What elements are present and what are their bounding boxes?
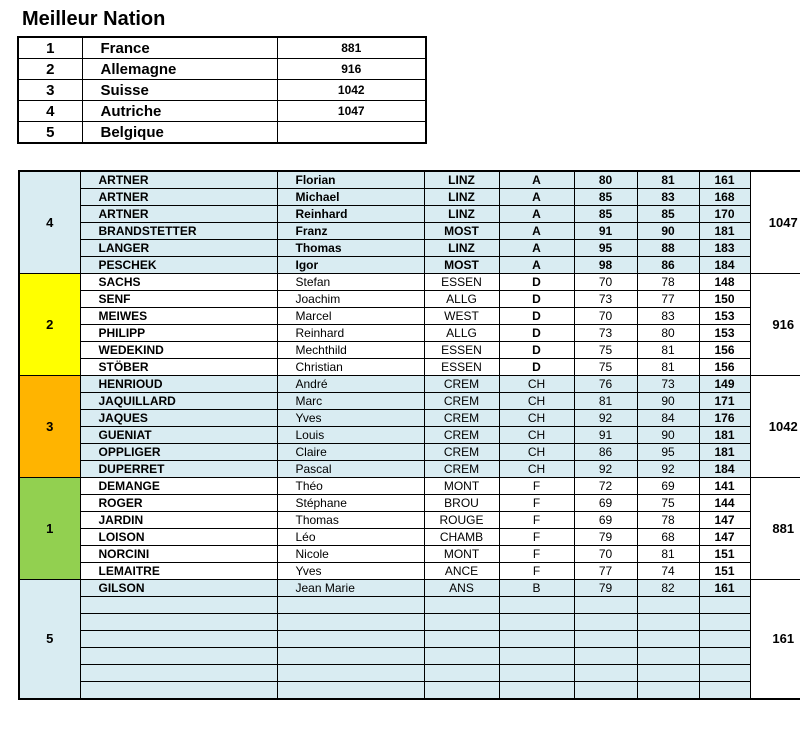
- player-club: [424, 614, 499, 631]
- player-club: [424, 648, 499, 665]
- player-lastname: LANGER: [80, 240, 277, 257]
- round1-score: 75: [574, 342, 637, 359]
- ranking-score: 916: [277, 59, 426, 80]
- round2-score: 86: [637, 257, 699, 274]
- player-firstname: [277, 682, 424, 700]
- group-rank-cell: 1: [19, 478, 80, 580]
- round2-score: 81: [637, 171, 699, 189]
- round1-score: 91: [574, 427, 637, 444]
- group-total-cell: 1047: [750, 171, 800, 274]
- round1-score: [574, 648, 637, 665]
- table-row: [19, 342, 800, 359]
- round1-score: 91: [574, 223, 637, 240]
- round2-score: 81: [637, 546, 699, 563]
- round2-score: 82: [637, 580, 699, 597]
- player-country: CH: [499, 427, 574, 444]
- round2-score: [637, 682, 699, 700]
- player-country: D: [499, 291, 574, 308]
- round1-score: 72: [574, 478, 637, 495]
- player-club: [424, 665, 499, 682]
- total-score: [699, 597, 750, 614]
- player-lastname: [80, 682, 277, 700]
- player-lastname: [80, 631, 277, 648]
- table-row: [19, 376, 800, 393]
- total-score: 153: [699, 308, 750, 325]
- player-club: MONT: [424, 546, 499, 563]
- player-club: [424, 597, 499, 614]
- table-row: [19, 223, 800, 240]
- round1-score: 77: [574, 563, 637, 580]
- ranking-nation: France: [82, 37, 277, 59]
- player-firstname: Reinhard: [277, 206, 424, 223]
- total-score: 171: [699, 393, 750, 410]
- player-country: [499, 597, 574, 614]
- total-score: 156: [699, 359, 750, 376]
- player-firstname: Nicole: [277, 546, 424, 563]
- player-lastname: PESCHEK: [80, 257, 277, 274]
- round2-score: 84: [637, 410, 699, 427]
- group-rank-cell: 3: [19, 376, 80, 478]
- player-club: ROUGE: [424, 512, 499, 529]
- player-firstname: [277, 631, 424, 648]
- round2-score: 92: [637, 461, 699, 478]
- total-score: 149: [699, 376, 750, 393]
- player-lastname: ARTNER: [80, 171, 277, 189]
- total-score: [699, 665, 750, 682]
- player-club: LINZ: [424, 240, 499, 257]
- table-row: [19, 478, 800, 495]
- player-country: A: [499, 240, 574, 257]
- round2-score: 83: [637, 189, 699, 206]
- ranking-rank: 4: [18, 101, 82, 122]
- player-club: MONT: [424, 478, 499, 495]
- round2-score: 83: [637, 308, 699, 325]
- table-row: [19, 682, 800, 700]
- player-firstname: Louis: [277, 427, 424, 444]
- round2-score: 69: [637, 478, 699, 495]
- round1-score: 92: [574, 410, 637, 427]
- player-firstname: [277, 597, 424, 614]
- group-total-cell: 1042: [750, 376, 800, 478]
- table-row: [19, 257, 800, 274]
- total-score: 181: [699, 223, 750, 240]
- player-lastname: DEMANGE: [80, 478, 277, 495]
- player-country: D: [499, 308, 574, 325]
- player-club: ALLG: [424, 291, 499, 308]
- player-lastname: MEIWES: [80, 308, 277, 325]
- player-club: [424, 682, 499, 700]
- ranking-rank: 5: [18, 122, 82, 144]
- round2-score: [637, 597, 699, 614]
- player-lastname: JAQUES: [80, 410, 277, 427]
- round2-score: 85: [637, 206, 699, 223]
- table-row: [19, 495, 800, 512]
- player-club: CREM: [424, 376, 499, 393]
- table-row: [19, 444, 800, 461]
- player-club: CREM: [424, 427, 499, 444]
- table-row: [19, 325, 800, 342]
- player-country: A: [499, 171, 574, 189]
- player-lastname: SACHS: [80, 274, 277, 291]
- total-score: 153: [699, 325, 750, 342]
- player-lastname: SENF: [80, 291, 277, 308]
- total-score: 147: [699, 512, 750, 529]
- ranking-row: [18, 80, 426, 101]
- round1-score: 98: [574, 257, 637, 274]
- table-row: [19, 665, 800, 682]
- ranking-nation: Autriche: [82, 101, 277, 122]
- player-country: D: [499, 342, 574, 359]
- ranking-nation: Belgique: [82, 122, 277, 144]
- player-country: F: [499, 495, 574, 512]
- total-score: 151: [699, 563, 750, 580]
- player-club: MOST: [424, 257, 499, 274]
- table-row: [19, 189, 800, 206]
- total-score: 176: [699, 410, 750, 427]
- table-row: [19, 410, 800, 427]
- player-country: F: [499, 563, 574, 580]
- nation-ranking-table: [17, 36, 427, 144]
- ranking-nation: Suisse: [82, 80, 277, 101]
- player-firstname: Jean Marie: [277, 580, 424, 597]
- player-country: D: [499, 274, 574, 291]
- player-firstname: Joachim: [277, 291, 424, 308]
- ranking-score: [277, 122, 426, 144]
- group-total-cell: 881: [750, 478, 800, 580]
- table-row: [19, 240, 800, 257]
- player-club: CREM: [424, 410, 499, 427]
- player-country: D: [499, 359, 574, 376]
- player-country: F: [499, 546, 574, 563]
- round1-score: 86: [574, 444, 637, 461]
- ranking-nation: Allemagne: [82, 59, 277, 80]
- total-score: 161: [699, 580, 750, 597]
- player-firstname: Stefan: [277, 274, 424, 291]
- player-firstname: [277, 665, 424, 682]
- table-row: [19, 274, 800, 291]
- round1-score: 76: [574, 376, 637, 393]
- table-row: [19, 393, 800, 410]
- round1-score: 75: [574, 359, 637, 376]
- player-lastname: ROGER: [80, 495, 277, 512]
- total-score: 184: [699, 257, 750, 274]
- player-lastname: BRANDSTETTER: [80, 223, 277, 240]
- player-lastname: LEMAITRE: [80, 563, 277, 580]
- player-club: ESSEN: [424, 359, 499, 376]
- round2-score: 90: [637, 223, 699, 240]
- round1-score: 70: [574, 546, 637, 563]
- round2-score: [637, 665, 699, 682]
- table-row: [19, 308, 800, 325]
- ranking-score: 881: [277, 37, 426, 59]
- round2-score: 81: [637, 342, 699, 359]
- player-lastname: NORCINI: [80, 546, 277, 563]
- ranking-rank: 1: [18, 37, 82, 59]
- group-rank-cell: 2: [19, 274, 80, 376]
- round1-score: [574, 631, 637, 648]
- player-country: CH: [499, 376, 574, 393]
- round2-score: [637, 648, 699, 665]
- round1-score: 69: [574, 512, 637, 529]
- player-country: F: [499, 478, 574, 495]
- player-firstname: [277, 648, 424, 665]
- ranking-row: [18, 101, 426, 122]
- table-row: [19, 580, 800, 597]
- round1-score: 73: [574, 291, 637, 308]
- player-club: BROU: [424, 495, 499, 512]
- player-firstname: Claire: [277, 444, 424, 461]
- player-firstname: Théo: [277, 478, 424, 495]
- player-club: MOST: [424, 223, 499, 240]
- player-firstname: André: [277, 376, 424, 393]
- total-score: 170: [699, 206, 750, 223]
- player-club: LINZ: [424, 189, 499, 206]
- player-lastname: PHILIPP: [80, 325, 277, 342]
- total-score: 150: [699, 291, 750, 308]
- player-country: [499, 648, 574, 665]
- player-firstname: Pascal: [277, 461, 424, 478]
- player-club: ESSEN: [424, 274, 499, 291]
- player-firstname: [277, 614, 424, 631]
- player-country: CH: [499, 393, 574, 410]
- total-score: [699, 682, 750, 700]
- round2-score: 73: [637, 376, 699, 393]
- table-row: [19, 631, 800, 648]
- player-club: [424, 631, 499, 648]
- player-country: [499, 631, 574, 648]
- round2-score: [637, 631, 699, 648]
- total-score: 156: [699, 342, 750, 359]
- player-lastname: [80, 597, 277, 614]
- player-country: A: [499, 189, 574, 206]
- player-firstname: Marc: [277, 393, 424, 410]
- total-score: 144: [699, 495, 750, 512]
- ranking-score: 1047: [277, 101, 426, 122]
- round2-score: 74: [637, 563, 699, 580]
- player-lastname: OPPLIGER: [80, 444, 277, 461]
- round2-score: 90: [637, 427, 699, 444]
- total-score: 181: [699, 444, 750, 461]
- player-club: WEST: [424, 308, 499, 325]
- player-lastname: [80, 648, 277, 665]
- player-firstname: Thomas: [277, 512, 424, 529]
- group-rank-cell: 5: [19, 580, 80, 700]
- player-firstname: Yves: [277, 410, 424, 427]
- player-lastname: LOISON: [80, 529, 277, 546]
- player-club: ALLG: [424, 325, 499, 342]
- round1-score: 92: [574, 461, 637, 478]
- player-country: A: [499, 257, 574, 274]
- round1-score: 95: [574, 240, 637, 257]
- player-lastname: JAQUILLARD: [80, 393, 277, 410]
- player-lastname: ARTNER: [80, 189, 277, 206]
- ranking-rank: 2: [18, 59, 82, 80]
- round1-score: 80: [574, 171, 637, 189]
- player-firstname: Franz: [277, 223, 424, 240]
- table-row: [19, 529, 800, 546]
- player-firstname: Christian: [277, 359, 424, 376]
- player-firstname: Reinhard: [277, 325, 424, 342]
- total-score: 168: [699, 189, 750, 206]
- round1-score: [574, 682, 637, 700]
- total-score: 181: [699, 427, 750, 444]
- player-country: A: [499, 206, 574, 223]
- player-club: CREM: [424, 393, 499, 410]
- player-lastname: WEDEKIND: [80, 342, 277, 359]
- round2-score: 68: [637, 529, 699, 546]
- player-firstname: Igor: [277, 257, 424, 274]
- player-country: F: [499, 529, 574, 546]
- player-club: CREM: [424, 461, 499, 478]
- results-table: [18, 170, 800, 700]
- table-row: [19, 597, 800, 614]
- player-country: B: [499, 580, 574, 597]
- player-country: F: [499, 512, 574, 529]
- total-score: 184: [699, 461, 750, 478]
- table-row: [19, 171, 800, 189]
- round2-score: 88: [637, 240, 699, 257]
- player-lastname: DUPERRET: [80, 461, 277, 478]
- table-row: [19, 291, 800, 308]
- round2-score: 78: [637, 274, 699, 291]
- player-lastname: [80, 614, 277, 631]
- table-row: [19, 546, 800, 563]
- player-lastname: GILSON: [80, 580, 277, 597]
- round2-score: 77: [637, 291, 699, 308]
- player-country: A: [499, 223, 574, 240]
- total-score: 148: [699, 274, 750, 291]
- round1-score: 79: [574, 580, 637, 597]
- player-country: [499, 682, 574, 700]
- total-score: [699, 614, 750, 631]
- player-firstname: Mechthild: [277, 342, 424, 359]
- total-score: [699, 648, 750, 665]
- player-firstname: Marcel: [277, 308, 424, 325]
- round2-score: 75: [637, 495, 699, 512]
- round1-score: 85: [574, 206, 637, 223]
- ranking-score: 1042: [277, 80, 426, 101]
- player-firstname: Yves: [277, 563, 424, 580]
- player-lastname: STÖBER: [80, 359, 277, 376]
- round1-score: 81: [574, 393, 637, 410]
- round1-score: [574, 597, 637, 614]
- player-firstname: Michael: [277, 189, 424, 206]
- player-firstname: Stéphane: [277, 495, 424, 512]
- round2-score: 95: [637, 444, 699, 461]
- round1-score: [574, 614, 637, 631]
- group-rank-cell: 4: [19, 171, 80, 274]
- ranking-row: [18, 122, 426, 144]
- total-score: 147: [699, 529, 750, 546]
- round1-score: 69: [574, 495, 637, 512]
- total-score: 141: [699, 478, 750, 495]
- player-firstname: Thomas: [277, 240, 424, 257]
- player-club: CREM: [424, 444, 499, 461]
- table-row: [19, 563, 800, 580]
- player-club: CHAMB: [424, 529, 499, 546]
- table-row: [19, 461, 800, 478]
- player-country: CH: [499, 410, 574, 427]
- table-row: [19, 427, 800, 444]
- player-lastname: HENRIOUD: [80, 376, 277, 393]
- player-club: ANCE: [424, 563, 499, 580]
- table-row: [19, 206, 800, 223]
- player-lastname: GUENIAT: [80, 427, 277, 444]
- player-lastname: JARDIN: [80, 512, 277, 529]
- group-total-cell: 916: [750, 274, 800, 376]
- player-country: D: [499, 325, 574, 342]
- total-score: 151: [699, 546, 750, 563]
- player-club: LINZ: [424, 206, 499, 223]
- ranking-rank: 3: [18, 80, 82, 101]
- round1-score: 73: [574, 325, 637, 342]
- player-firstname: Florian: [277, 171, 424, 189]
- total-score: 161: [699, 171, 750, 189]
- ranking-row: [18, 59, 426, 80]
- player-firstname: Léo: [277, 529, 424, 546]
- round1-score: [574, 665, 637, 682]
- round2-score: [637, 614, 699, 631]
- player-lastname: ARTNER: [80, 206, 277, 223]
- total-score: 183: [699, 240, 750, 257]
- table-row: [19, 614, 800, 631]
- player-club: LINZ: [424, 171, 499, 189]
- player-country: CH: [499, 444, 574, 461]
- round2-score: 80: [637, 325, 699, 342]
- round2-score: 78: [637, 512, 699, 529]
- player-club: ESSEN: [424, 342, 499, 359]
- round1-score: 70: [574, 308, 637, 325]
- round2-score: 81: [637, 359, 699, 376]
- page-title: Meilleur Nation: [22, 8, 166, 30]
- player-country: [499, 665, 574, 682]
- player-country: [499, 614, 574, 631]
- table-row: [19, 512, 800, 529]
- table-row: [19, 359, 800, 376]
- player-club: ANS: [424, 580, 499, 597]
- group-total-cell: 161: [750, 580, 800, 700]
- ranking-row: [18, 37, 426, 59]
- round1-score: 79: [574, 529, 637, 546]
- table-row: [19, 648, 800, 665]
- player-lastname: [80, 665, 277, 682]
- round2-score: 90: [637, 393, 699, 410]
- round1-score: 85: [574, 189, 637, 206]
- player-country: CH: [499, 461, 574, 478]
- round1-score: 70: [574, 274, 637, 291]
- total-score: [699, 631, 750, 648]
